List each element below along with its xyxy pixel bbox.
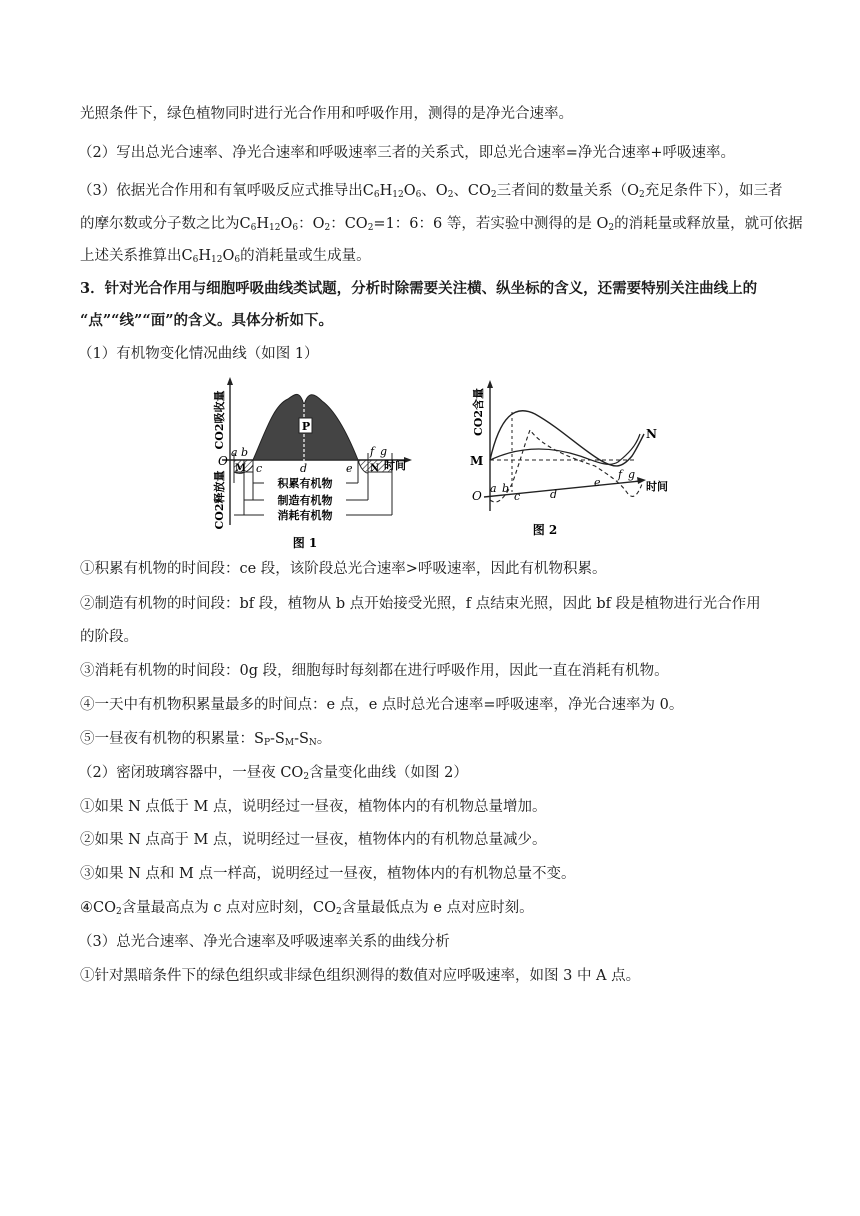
point-5: ⑤一昼夜有机物的积累量：$S_P-S_M-S_N$。 [80, 731, 332, 748]
fig2-caption: 图 2 [532, 523, 558, 537]
paragraph-line-3: （3）依据光合作用和有氧呼吸反应式推导出$C_6H_{12}O_6$、$O_2$、$CO_2$三者间的数量关系（$O_2$充足条件下），如三者 [78, 183, 783, 200]
fig2-label-m: M [470, 454, 484, 468]
fig1-label-m: M [235, 463, 247, 474]
point-2-line-1: ②制造有机物的时间段：bf 段，植物从 b 点开始接受光照，f 点结束光照，因此 bf 段是植物进行光合作用 [80, 596, 761, 612]
fig2-point-b: b [502, 482, 510, 495]
paragraph-line-4: 的摩尔数或分子数之比为$C_6H_{12}O_6$：$O_2$：$CO_2=1$：6：6 等，若实验中测得的是 $O_2$的消耗量或释放量，就可依据 [80, 216, 803, 233]
fig1-y-label-top: CO2吸收量 [213, 390, 226, 450]
fig1-label-n: N [370, 463, 380, 474]
paragraph-line-1: 光照条件下，绿色植物同时进行光合作用和呼吸作用，测得的是净光合速率。 [80, 106, 573, 122]
fig1-point-b: b [241, 446, 249, 459]
fig1-origin: O [218, 454, 228, 468]
point-2-line-2: 的阶段。 [80, 629, 138, 645]
fig1-area-n [358, 460, 368, 473]
point-4: ④一天中有机物积累量最多的时间点：e 点，e 点时总光合速率=呼吸速率，净光合速率为 0。 [80, 697, 684, 713]
fig1-bracket-produce: 制造有机物 [277, 494, 333, 507]
fig1-point-f: f [370, 445, 375, 458]
paragraph-line-2: （2）写出总光合速率、净光合速率和呼吸速率三者的关系式，即总光合速率=净光合速率+呼吸速率。 [78, 145, 736, 161]
figure-1 [196, 375, 418, 555]
conclusion-2: ②如果 N 点高于 M 点，说明经过一昼夜，植物体内的有机物总量减少。 [80, 832, 547, 848]
fig1-point-e: e [346, 462, 353, 475]
point-1: ①积累有机物的时间段：ce 段，该阶段总光合速率>呼吸速率，因此有机物积累。 [80, 561, 607, 577]
fig2-origin: O [472, 489, 482, 503]
fig1-label-p: P [301, 420, 311, 433]
conclusion-4: $④CO_2$含量最高点为 c 点对应时刻，$CO_2$含量最低点为 e 点对应时刻。 [80, 900, 534, 917]
fig2-point-d: d [550, 488, 558, 501]
fig2-point-a: a [490, 482, 497, 495]
conclusion-1: ①如果 N 点低于 M 点，说明经过一昼夜，植物体内的有机物总量增加。 [80, 799, 547, 815]
fig1-x-label: 时间 [384, 459, 406, 472]
fig2-co2-curve [490, 411, 644, 466]
fig2-label-n: N [646, 427, 657, 441]
fig2-point-e: e [594, 476, 601, 489]
paragraph-line-5: 上述关系推算出$C_6H_{12}O_6$的消耗量或生成量。 [80, 248, 371, 265]
figure-2 [460, 376, 675, 552]
subsection-2-title: （2）密闭玻璃容器中，一昼夜 $CO_2$含量变化曲线（如图 2） [78, 765, 468, 782]
section-heading-3-line-2: “点”“线”“面”的含义。具体分析如下。 [80, 312, 334, 329]
fig2-y-label: CO2含量 [472, 388, 485, 436]
conclusion-3: ③如果 N 点和 M 点一样高，说明经过一昼夜，植物体内的有机物总量不变。 [80, 866, 576, 882]
fig2-point-f: f [618, 468, 623, 481]
fig1-point-a: a [231, 446, 238, 459]
fig1-point-d: d [300, 462, 308, 475]
section-heading-3-line-1: 3．针对光合作用与细胞呼吸曲线类试题，分析时除需要关注横、纵坐标的含义，还需要特别关注曲线上的 [80, 280, 758, 297]
point-3: ③消耗有机物的时间段：0g 段，细胞每时每刻都在进行呼吸作用，因此一直在消耗有机物。 [80, 663, 669, 679]
fig1-point-c: c [256, 462, 263, 475]
fig1-bracket-consume: 消耗有机物 [277, 509, 333, 522]
fig2-point-c: c [514, 490, 521, 503]
subsection-1-title: （1）有机物变化情况曲线（如图 1） [78, 346, 319, 362]
fig1-caption: 图 1 [292, 536, 318, 550]
fig2-point-g: g [628, 468, 636, 481]
fig1-bracket-accumulate: 积累有机物 [277, 477, 333, 490]
fig2-x-label: 时间 [646, 480, 668, 493]
fig1-point-g: g [380, 445, 388, 458]
subsection-3-title: （3）总光合速率、净光合速率及呼吸速率关系的曲线分析 [78, 934, 450, 950]
analysis-1: ①针对黑暗条件下的绿色组织或非绿色组织测得的数值对应呼吸速率，如图 3 中 A 点。 [80, 968, 641, 984]
fig1-y-label-bottom: CO2释放量 [213, 470, 226, 530]
